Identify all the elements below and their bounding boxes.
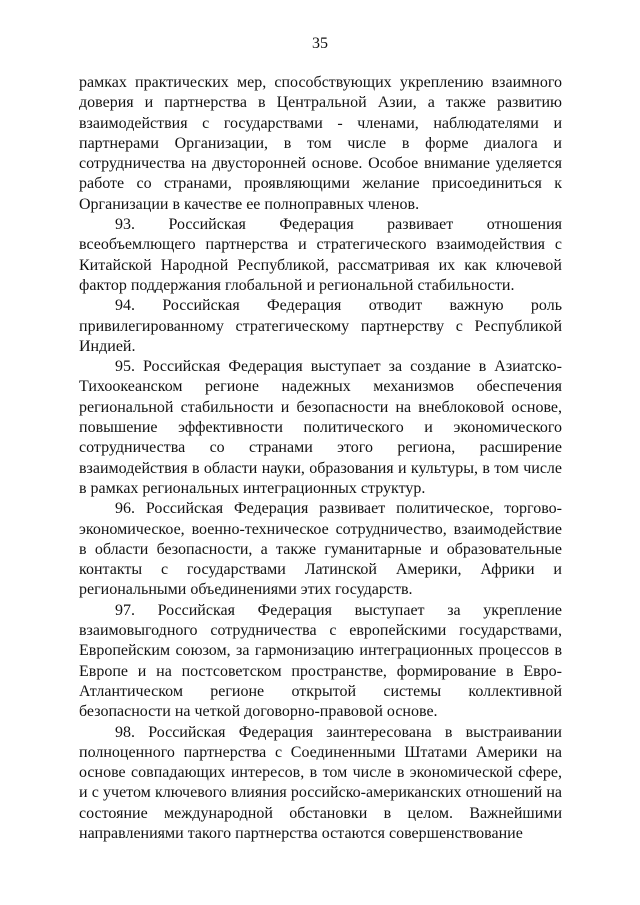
paragraph-93: 93. Российская Федерация развивает отношения всеобъемлющего партнерства и стратегического взаимодействия с Китайской Народной Республикой, рассматривая их как ключевой фактор поддержания глобальной и региональной стабильности.	[79, 216, 562, 294]
document-body	[79, 73, 562, 844]
paragraph-96: 96. Российская Федерация развивает политическое, торгово-экономическое, военно-техническое сотрудничество, взаимодействие в области безопасности, а также гуманитарные и образовательные контакты с государствами Латинской Америки, Африки и региональными объединениями этих государств.	[79, 500, 562, 599]
paragraph-94: 94. Российская Федерация отводит важную роль привилегированному стратегическому партнерству с Республикой Индией.	[79, 297, 562, 355]
paragraph-97: 97. Российская Федерация выступает за укрепление взаимовыгодного сотрудничества с европейскими государствами, Европейским союзом, за гармонизацию интеграционных процессов в Европе и на постсоветском пространстве, формирование в Евро-Атлантическом регионе открытой системы коллективной безопасности на четкой договорно-правовой основе.	[79, 601, 562, 721]
paragraph-98: 98. Российская Федерация заинтересована в выстраивании полноценного партнерства с Соединенными Штатами Америки на основе совпадающих интересов, в том числе в экономической сфере, и с учетом ключевого влияния российско-американских отношений на состояние международной обстановки в целом. Важнейшими направлениями такого партнерства остаются совершенствование	[79, 723, 562, 842]
paragraph-continuation: рамках практических мер, способствующих укреплению взаимного доверия и партнерства в Центральной Азии, а также развитию взаимодействия с государствами - членами, наблюдателями и партнерами Организации, в том числе в форме диалога и сотрудничества на двусторонней основе. Особое внимание уделяется работе со странами, проявляющими желание присоединиться к Организации в качестве ее полноправных членов.	[79, 74, 562, 213]
page-number: 35	[312, 35, 328, 52]
paragraph-95: 95. Российская Федерация выступает за создание в Азиатско-Тихоокеанском регионе надежных механизмов обеспечения региональной стабильности и безопасности на внеблоковой основе, повышение эффективности политического и экономического сотрудничества со странами этого региона, расширение взаимодействия в области науки, образования и культуры, в том числе в рамках региональных интеграционных структур.	[79, 358, 562, 497]
